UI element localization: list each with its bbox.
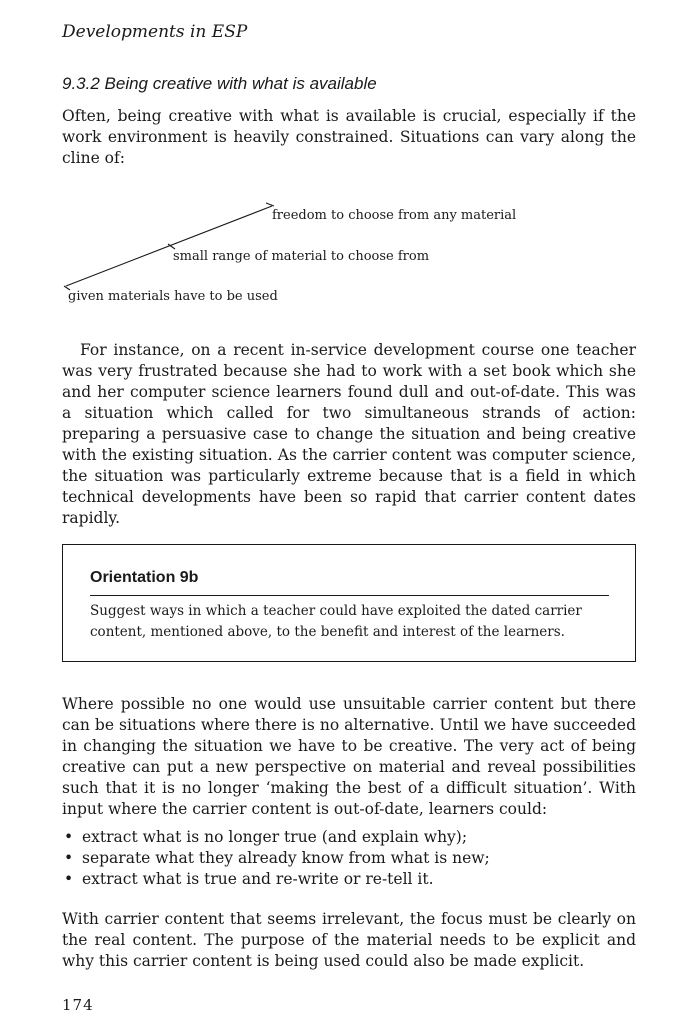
list-item (62, 869, 636, 890)
running-head: Developments in ESP (62, 22, 248, 42)
list-item (62, 827, 636, 848)
closing-paragraph: With carrier content that seems irrelevant, the focus must be clearly on the real content. The purpose of the material needs to be explicit and why this carrier content is being used could also be made explicit. (62, 910, 636, 970)
orientation-text: Suggest ways in which a teacher could have exploited the dated carrier content, mentioned above, to the benefit and interest of the learners. (90, 603, 582, 640)
orientation-box (62, 544, 636, 662)
list-item-text: extract what is no longer true (and explain why); (82, 828, 468, 846)
list-item-text: separate what they already know from what is new; (82, 849, 490, 867)
where-possible-paragraph: Where possible no one would use unsuitable carrier content but there can be situations where there is no alternative. Until we have succeeded in changing the situation we have to be creative. The very act of being creative can put a new perspective on material and reveal possibilities such that it is no longer ‘making the best of a difficult situation’. With input where the carrier content is out-of-date, learners could: (62, 695, 636, 818)
activity-list (62, 827, 636, 890)
section-heading: 9.3.2 Being creative with what is available (62, 74, 377, 93)
cline-label-middle: small range of material to choose from (173, 249, 430, 264)
cline-tick-top (266, 203, 274, 206)
list-item (62, 848, 636, 869)
cline-label-top: freedom to choose from any material (272, 208, 517, 223)
orientation-divider (90, 595, 609, 596)
bullet-icon: • (64, 870, 74, 888)
orientation-title: Orientation 9b (90, 569, 199, 586)
bullet-icon: • (64, 828, 74, 846)
example-paragraph: For instance, on a recent in-service development course one teacher was very frustrated because she had to work with a set book which she and her computer science learners found dull and out-of-date. This was a situation which called for two simultaneous strands of action: preparing a persuasive case to change the situation and being creative with the existing situation. As the carrier content was computer science, the situation was particularly extreme because that is a field in which technical developments have been so rapid that carrier content dates rapidly. (62, 341, 636, 527)
cline-label-bottom: given materials have to be used (68, 289, 278, 304)
page-number: 174 (62, 996, 94, 1014)
list-item-text: extract what is true and re-write or re-tell it. (82, 870, 434, 888)
cline-diagram (0, 0, 676, 320)
bullet-icon: • (64, 849, 74, 867)
cline-line (66, 206, 272, 286)
intro-paragraph: Often, being creative with what is available is crucial, especially if the work environment is heavily constrained. Situations can vary along the cline of: (62, 107, 636, 167)
